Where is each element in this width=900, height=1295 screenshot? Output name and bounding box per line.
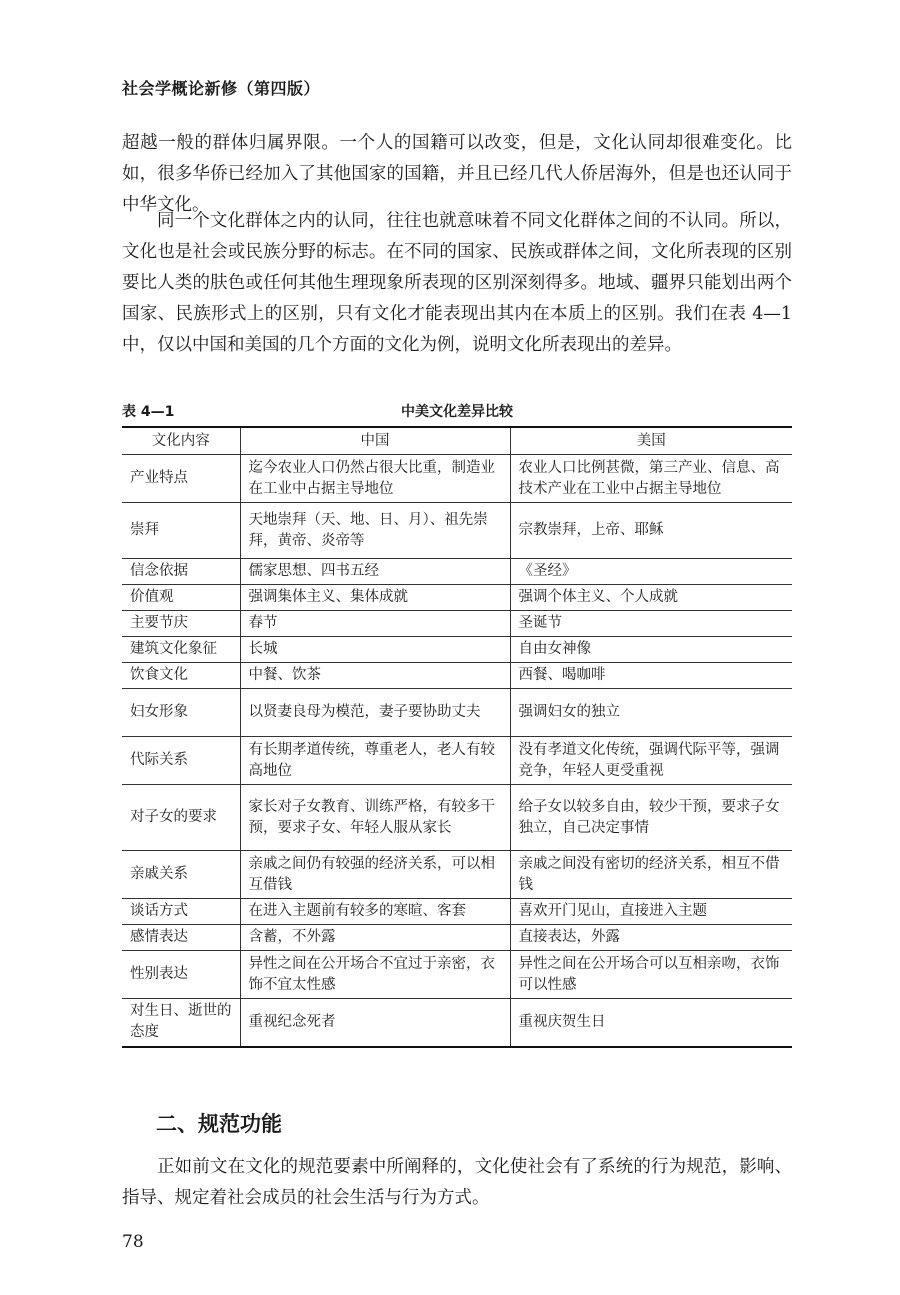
cell-china: 家长对子女教育、训练严格，有较多干预，要求子女、年轻人服从家长	[240, 785, 510, 851]
paragraph-2: 同一个文化群体之内的认同，往往也就意味着不同文化群体之间的不认同。所以，文化也是社会或民族分野的标志。在不同的国家、民族或群体之间，文化所表现的区别要比人类的肤色或任何其他生理现象所表现的区别深刻得多。地域、疆界只能划出两个国家、民族形式上的区别，只有文化才能表现出其内在本质上的区别。我们在表 4—1 中，仅以中国和美国的几个方面的文化为例，说明文化所表现出的差异。	[122, 211, 792, 355]
cell-usa: 异性之间在公开场合可以互相亲吻，衣饰可以性感	[510, 951, 792, 999]
cell-usa: 宗教崇拜，上帝、耶稣	[510, 503, 792, 559]
cell-aspect: 感情表达	[122, 925, 240, 951]
page-number: 78	[122, 1232, 144, 1252]
running-head: 社会学概论新修（第四版）	[122, 79, 321, 98]
cell-aspect: 饮食文化	[122, 663, 240, 689]
cell-usa: 西餐、喝咖啡	[510, 663, 792, 689]
cell-aspect: 崇拜	[122, 503, 240, 559]
cell-usa: 亲戚之间没有密切的经济关系，相互不借钱	[510, 851, 792, 899]
cell-china: 含蓄，不外露	[240, 925, 510, 951]
section-heading: 二、规范功能	[156, 1112, 282, 1136]
table-title: 中美文化差异比较	[401, 404, 513, 420]
cell-aspect: 产业特点	[122, 455, 240, 503]
table-row	[122, 999, 792, 1047]
cell-aspect: 妇女形象	[122, 689, 240, 737]
cell-aspect: 主要节庆	[122, 611, 240, 637]
cell-china: 春节	[240, 611, 510, 637]
table-row	[122, 663, 792, 689]
cell-aspect: 亲戚关系	[122, 851, 240, 899]
cell-usa: 没有孝道文化传统，强调代际平等，强调竞争，年轻人更受重视	[510, 737, 792, 785]
table-row	[122, 559, 792, 585]
paragraph-3: 正如前文在文化的规范要素中所阐释的，文化使社会有了系统的行为规范，影响、指导、规定着社会成员的社会生活与行为方式。	[122, 1157, 792, 1208]
cell-china: 以贤妻良母为模范，妻子要协助丈夫	[240, 689, 510, 737]
cell-aspect: 对子女的要求	[122, 785, 240, 851]
cell-china: 儒家思想、四书五经	[240, 559, 510, 585]
cell-china: 亲戚之间仍有较强的经济关系，可以相互借钱	[240, 851, 510, 899]
table-row	[122, 951, 792, 999]
cell-usa: 重视庆贺生日	[510, 999, 792, 1047]
cell-china: 天地崇拜（天、地、日、月）、祖先崇拜，黄帝、炎帝等	[240, 503, 510, 559]
culture-comparison-table	[122, 426, 792, 1048]
paragraph-1: 超越一般的群体归属界限。一个人的国籍可以改变，但是，文化认同却很难变化。比如，很多华侨已经加入了其他国家的国籍，并且已经几代人侨居海外，但是也还认同于中华文化。	[122, 133, 792, 215]
cell-china: 中餐、饮茶	[240, 663, 510, 689]
table-row	[122, 585, 792, 611]
cell-usa: 强调妇女的独立	[510, 689, 792, 737]
cell-china: 强调集体主义、集体成就	[240, 585, 510, 611]
table-row	[122, 899, 792, 925]
header-china: 中国	[240, 427, 510, 455]
table-row	[122, 637, 792, 663]
table-row	[122, 503, 792, 559]
cell-china: 迄今农业人口仍然占很大比重，制造业在工业中占据主导地位	[240, 455, 510, 503]
table-row	[122, 689, 792, 737]
cell-usa: 喜欢开门见山，直接进入主题	[510, 899, 792, 925]
cell-china: 在进入主题前有较多的寒暄、客套	[240, 899, 510, 925]
cell-aspect: 价值观	[122, 585, 240, 611]
cell-aspect: 谈话方式	[122, 899, 240, 925]
cell-usa: 圣诞节	[510, 611, 792, 637]
cell-usa: 自由女神像	[510, 637, 792, 663]
table-body	[122, 455, 792, 1047]
cell-usa: 农业人口比例甚微，第三产业、信息、高技术产业在工业中占据主导地位	[510, 455, 792, 503]
cell-aspect: 代际关系	[122, 737, 240, 785]
cell-usa: 强调个体主义、个人成就	[510, 585, 792, 611]
cell-usa: 《圣经》	[510, 559, 792, 585]
cell-usa: 直接表达，外露	[510, 925, 792, 951]
cell-china: 异性之间在公开场合不宜过于亲密，衣饰不宜太性感	[240, 951, 510, 999]
table-row	[122, 611, 792, 637]
table-row	[122, 785, 792, 851]
cell-aspect: 对生日、逝世的态度	[122, 999, 240, 1047]
table-row	[122, 455, 792, 503]
header-usa: 美国	[510, 427, 792, 455]
cell-aspect: 性别表达	[122, 951, 240, 999]
table-row	[122, 737, 792, 785]
table-header-row	[122, 427, 792, 455]
table-row	[122, 851, 792, 899]
cell-china: 长城	[240, 637, 510, 663]
table-caption	[122, 401, 792, 423]
cell-aspect: 建筑文化象征	[122, 637, 240, 663]
cell-usa: 给子女以较多自由，较少干预，要求子女独立，自己决定事情	[510, 785, 792, 851]
header-aspect: 文化内容	[122, 427, 240, 455]
table-number: 表 4—1	[122, 404, 175, 420]
cell-china: 重视纪念死者	[240, 999, 510, 1047]
cell-china: 有长期孝道传统，尊重老人，老人有较高地位	[240, 737, 510, 785]
table-row	[122, 925, 792, 951]
cell-aspect: 信念依据	[122, 559, 240, 585]
